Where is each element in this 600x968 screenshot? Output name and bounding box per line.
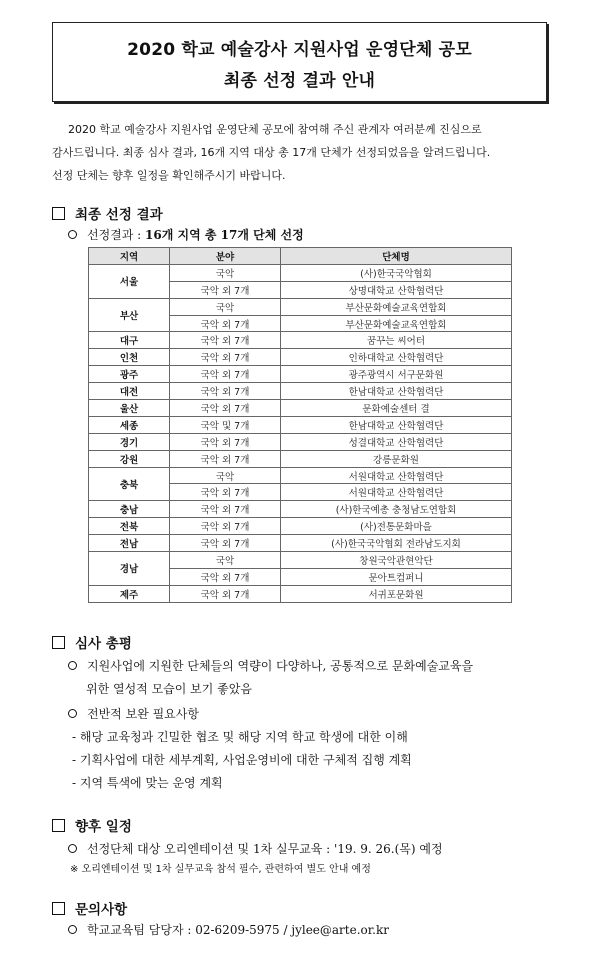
header-organization: 단체명	[281, 248, 512, 265]
region-cell: 충남	[89, 501, 170, 518]
title-box	[52, 22, 547, 102]
organization-cell: 한남대학교 산학협력단	[281, 416, 512, 433]
schedule-note: ※ 오리엔테이션 및 1차 실무교육 참석 필수, 관련하여 별도 안내 예정	[70, 864, 371, 875]
region-cell: 울산	[89, 400, 170, 417]
header-region: 지역	[89, 248, 170, 265]
table-row	[89, 264, 512, 281]
category-cell: 국악 외 7개	[170, 568, 281, 585]
organization-cell: 광주광역시 서구문화원	[281, 366, 512, 383]
region-cell: 강원	[89, 450, 170, 467]
table-row	[89, 585, 512, 602]
square-bullet-icon	[52, 902, 65, 915]
results-table	[88, 247, 512, 603]
table-row	[89, 518, 512, 535]
region-cell: 충북	[89, 467, 170, 501]
table-row	[89, 400, 512, 417]
review-detail-1: - 해당 교육청과 긴밀한 협조 및 해당 지역 학교 학생에 대한 이해	[72, 730, 408, 744]
organization-cell: (사)한국국악협회 전라남도지회	[281, 535, 512, 552]
organization-cell: 한남대학교 산학협력단	[281, 383, 512, 400]
organization-cell: 서귀포문화원	[281, 585, 512, 602]
organization-cell: 창원국악관현악단	[281, 552, 512, 569]
section-heading-review: 심사 총평	[52, 632, 132, 652]
header-category: 분야	[170, 248, 281, 265]
schedule-point-1: 선정단체 대상 오리엔테이션 및 1차 실무교육 : '19. 9. 26.(목) 예정	[68, 840, 443, 857]
region-cell: 경기	[89, 433, 170, 450]
category-cell: 국악	[170, 552, 281, 569]
table-row	[89, 501, 512, 518]
category-cell: 국악	[170, 264, 281, 281]
intro-line-3: 선정 단체는 향후 일정을 확인해주시기 바랍니다.	[52, 169, 286, 182]
organization-cell: 상명대학교 산학협력단	[281, 281, 512, 298]
organization-cell: 성결대학교 산학협력단	[281, 433, 512, 450]
category-cell: 국악 외 7개	[170, 501, 281, 518]
table-row	[89, 450, 512, 467]
organization-cell: 인하대학교 산학협력단	[281, 349, 512, 366]
organization-cell: 서원대학교 산학협력단	[281, 484, 512, 501]
region-cell: 제주	[89, 585, 170, 602]
table-row	[89, 366, 512, 383]
category-cell: 국악 외 7개	[170, 518, 281, 535]
square-bullet-icon	[52, 819, 65, 832]
organization-cell: (사)한국예총 충청남도연합회	[281, 501, 512, 518]
region-cell: 인천	[89, 349, 170, 366]
review-point-1-cont: 위한 열성적 모습이 보기 좋았음	[86, 682, 252, 696]
region-cell: 대구	[89, 332, 170, 349]
section-heading-schedule: 향후 일정	[52, 815, 132, 835]
review-point-1: 지원사업에 지원한 단체들의 역량이 다양하나, 공통적으로 문화예술교육을	[68, 657, 473, 674]
category-cell: 국악 외 7개	[170, 585, 281, 602]
table-row	[89, 467, 512, 484]
intro-line-1: 2020 학교 예술강사 지원사업 운영단체 공모에 참여해 주신 관계자 여러분께 진심으로	[68, 123, 482, 136]
square-bullet-icon	[52, 636, 65, 649]
review-point-2: 전반적 보완 필요사항	[68, 705, 199, 722]
region-cell: 부산	[89, 298, 170, 332]
section-heading-results: 최종 선정 결과	[52, 203, 163, 223]
category-cell: 국악 외 7개	[170, 383, 281, 400]
category-cell: 국악 외 7개	[170, 315, 281, 332]
circle-bullet-icon	[68, 925, 77, 934]
intro-line-2: 감사드립니다. 최종 심사 결과, 16개 지역 대상 총 17개 단체가 선정되었음을 알려드립니다.	[52, 146, 491, 159]
table-row	[89, 349, 512, 366]
region-cell: 세종	[89, 416, 170, 433]
circle-bullet-icon	[68, 844, 77, 853]
review-detail-3: - 지역 특색에 맞는 운영 계획	[72, 776, 223, 790]
organization-cell: 문화예술센터 결	[281, 400, 512, 417]
table-row	[89, 433, 512, 450]
review-detail-2: - 기획사업에 대한 세부계획, 사업운영비에 대한 구체적 집행 계획	[72, 753, 412, 767]
category-cell: 국악	[170, 298, 281, 315]
region-cell: 전남	[89, 535, 170, 552]
category-cell: 국악 외 7개	[170, 400, 281, 417]
circle-bullet-icon	[68, 709, 77, 718]
square-bullet-icon	[52, 207, 65, 220]
region-cell: 광주	[89, 366, 170, 383]
circle-bullet-icon	[68, 661, 77, 670]
table-row	[89, 552, 512, 569]
table-row	[89, 535, 512, 552]
region-cell: 서울	[89, 264, 170, 298]
category-cell: 국악 외 7개	[170, 484, 281, 501]
section-heading-contact: 문의사항	[52, 898, 127, 918]
category-cell: 국악 외 7개	[170, 349, 281, 366]
table-row	[89, 332, 512, 349]
category-cell: 국악 외 7개	[170, 332, 281, 349]
category-cell: 국악 외 7개	[170, 366, 281, 383]
results-summary: 선정결과 : 16개 지역 총 17개 단체 선정	[68, 226, 304, 243]
organization-cell: 서원대학교 산학협력단	[281, 467, 512, 484]
category-cell: 국악 외 7개	[170, 450, 281, 467]
organization-cell: 문아트컴퍼니	[281, 568, 512, 585]
organization-cell: 강릉문화원	[281, 450, 512, 467]
region-cell: 전북	[89, 518, 170, 535]
category-cell: 국악	[170, 467, 281, 484]
circle-bullet-icon	[68, 230, 77, 239]
category-cell: 국악 외 7개	[170, 535, 281, 552]
table-row	[89, 383, 512, 400]
region-cell: 대전	[89, 383, 170, 400]
table-row	[89, 416, 512, 433]
organization-cell: 부산문화예술교육연합회	[281, 315, 512, 332]
organization-cell: (사)전통문화마을	[281, 518, 512, 535]
category-cell: 국악 외 7개	[170, 281, 281, 298]
table-row	[89, 298, 512, 315]
organization-cell: 부산문화예술교육연합회	[281, 298, 512, 315]
title-line-2: 최종 선정 결과 안내	[223, 71, 376, 91]
contact-info: 학교교육팀 담당자 : 02-6209-5975 / jylee@arte.or.kr	[68, 921, 389, 938]
category-cell: 국악 외 7개	[170, 433, 281, 450]
category-cell: 국악 및 7개	[170, 416, 281, 433]
title-line-1: 2020 학교 예술강사 지원사업 운영단체 공모	[127, 40, 472, 60]
organization-cell: (사)한국국악협회	[281, 264, 512, 281]
organization-cell: 꿈꾸는 씨어터	[281, 332, 512, 349]
region-cell: 경남	[89, 552, 170, 586]
intro-paragraph	[52, 118, 552, 187]
